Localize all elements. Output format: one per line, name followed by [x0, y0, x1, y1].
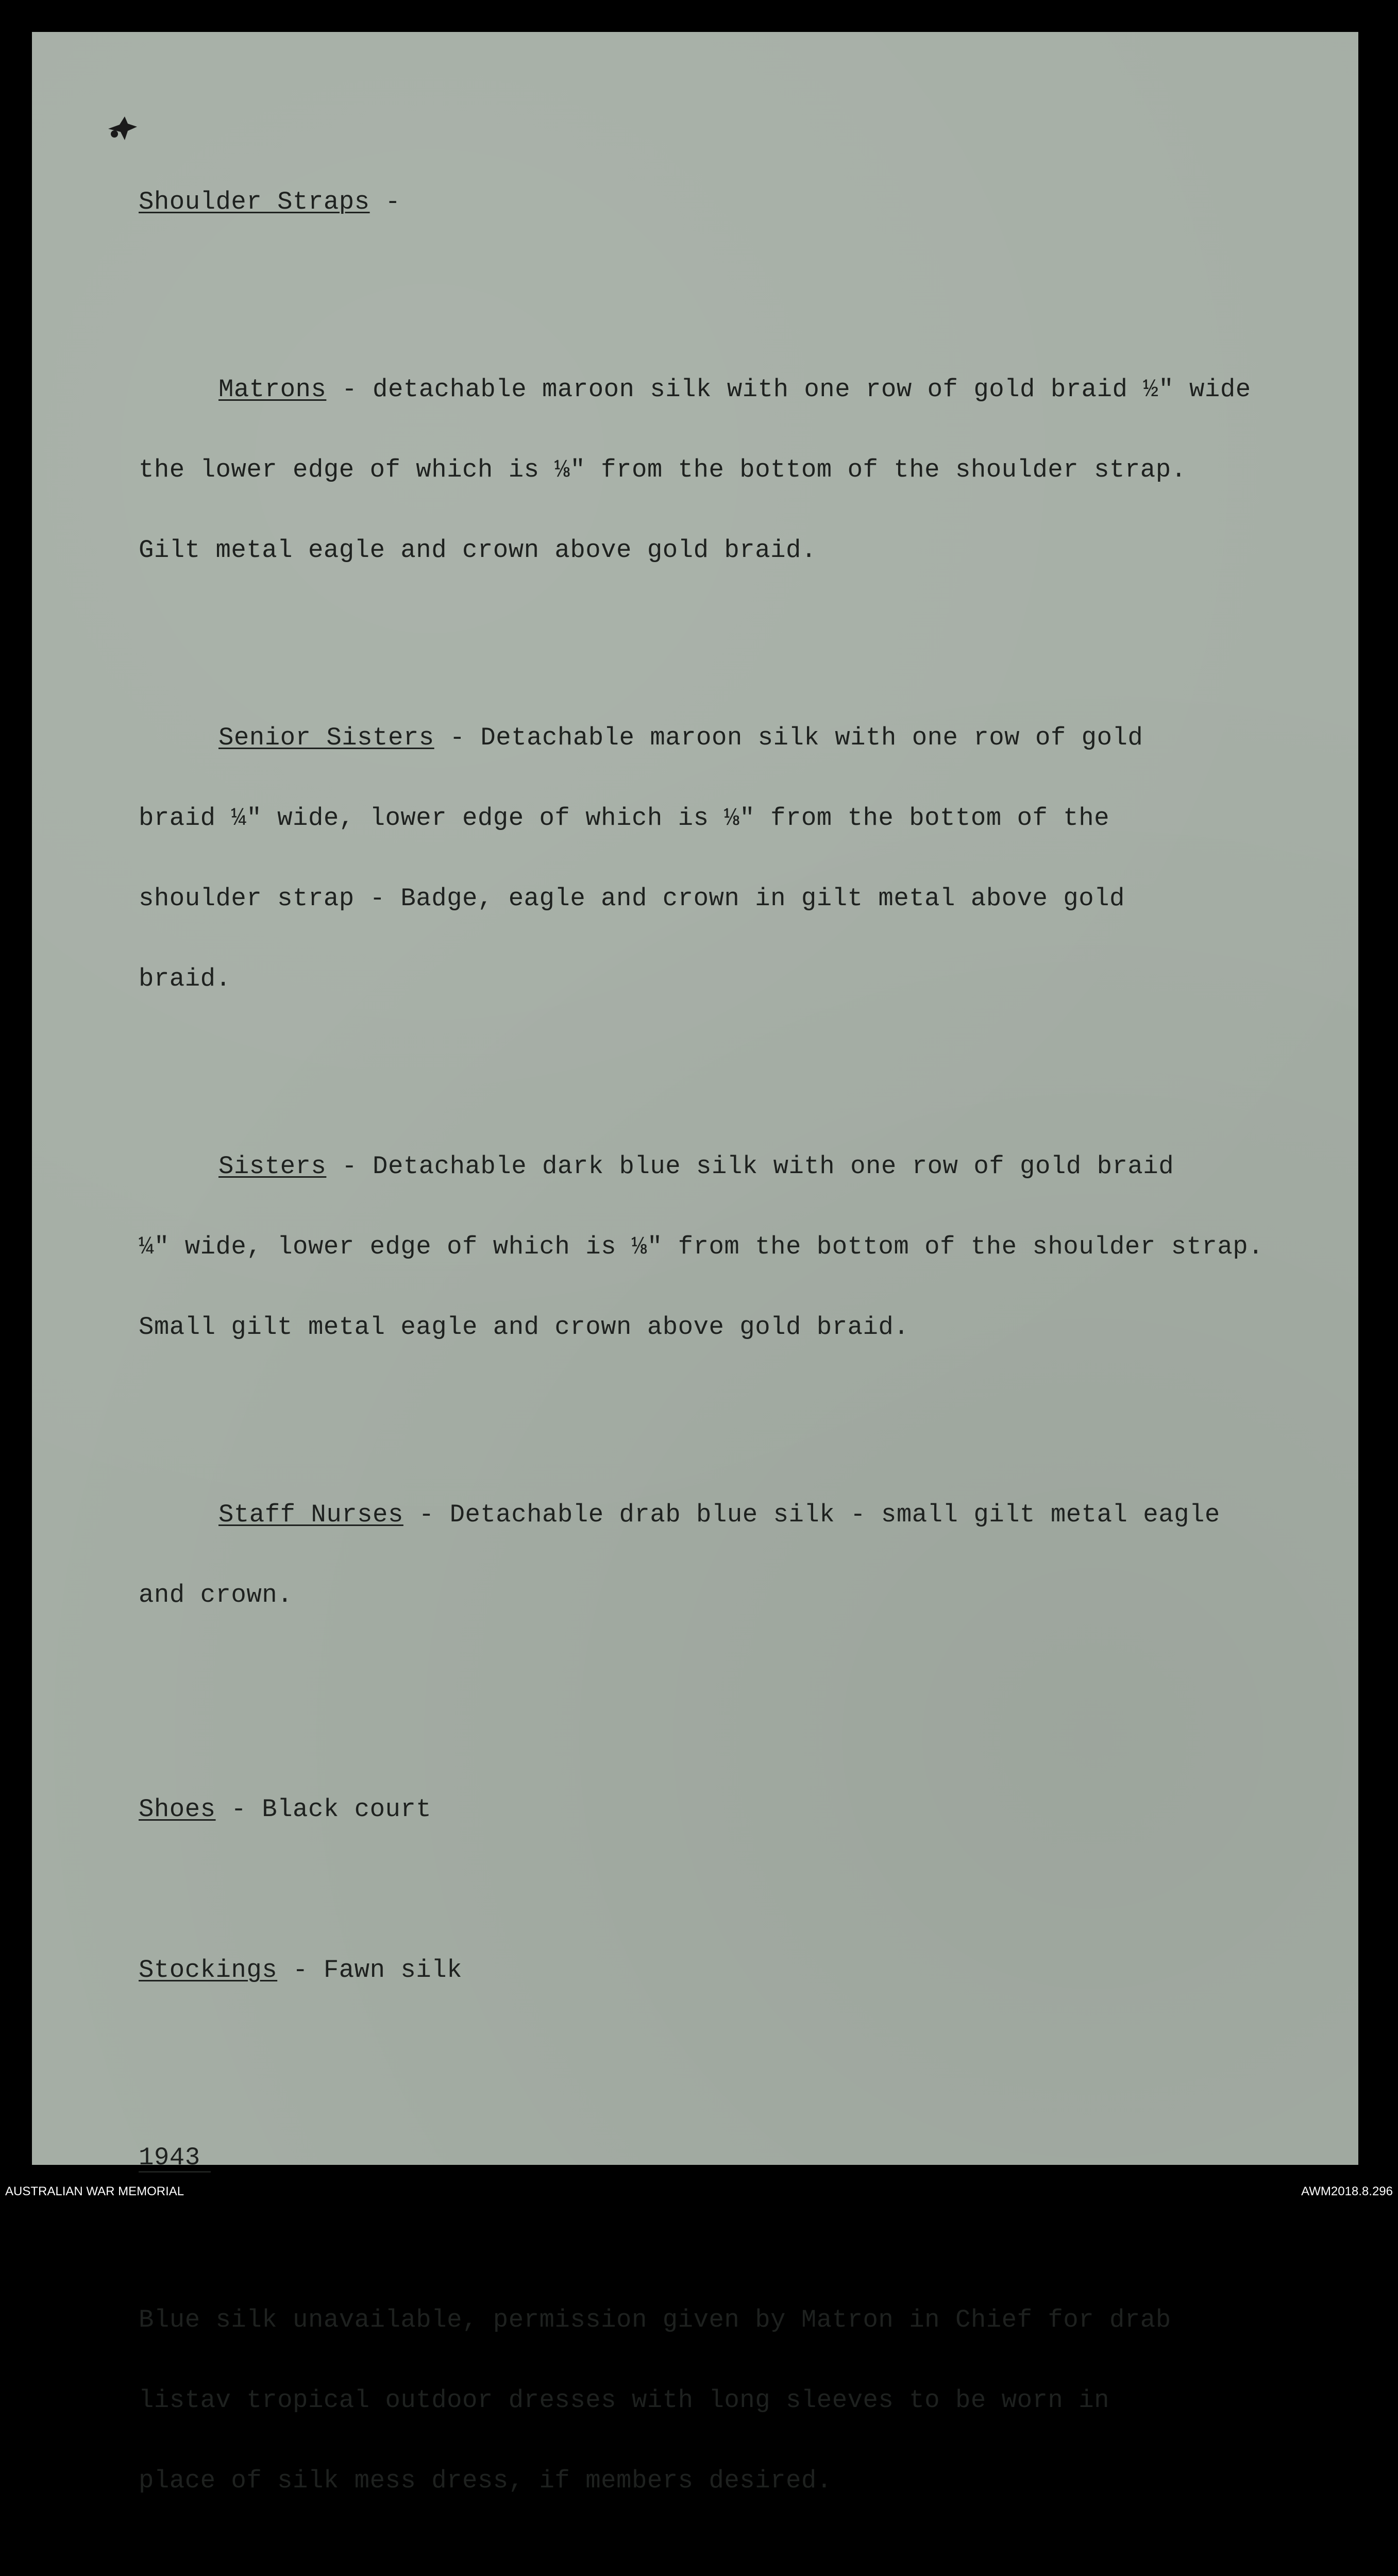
staff-nurses-label: Staff Nurses: [218, 1500, 403, 1529]
footer-institution: AUSTRALIAN WAR MEMORIAL: [5, 2184, 184, 2198]
shoes-label: Shoes: [139, 1795, 216, 1824]
staff-nurses-line-2: and crown.: [139, 1581, 293, 1609]
matrons-line-1: Matrons - detachable maroon silk with one row of gold braid ½" wide: [218, 375, 1251, 404]
matrons-label: Matrons: [218, 375, 327, 404]
senior-sisters-line-3: shoulder strap - Badge, eagle and crown in gilt metal above gold: [139, 884, 1125, 913]
shoulder-straps-heading-line: Shoulder Straps -: [139, 188, 401, 216]
sisters-label: Sisters: [218, 1152, 327, 1181]
sisters-line-2: ¼" wide, lower edge of which is ⅛" from the bottom of the shoulder strap.: [139, 1232, 1264, 1261]
shoes-line: Shoes - Black court: [139, 1795, 432, 1824]
year-1943: 1943: [139, 2144, 211, 2173]
footer-accession-number: AWM2018.8.296: [1301, 2184, 1393, 2198]
pin-mark-icon: [104, 113, 140, 144]
stockings-label: Stockings: [139, 1956, 278, 1985]
sisters-line-1: Sisters - Detachable dark blue silk with one row of gold braid: [218, 1152, 1174, 1181]
shoulder-straps-heading: Shoulder Straps: [139, 188, 370, 216]
senior-sisters-label: Senior Sisters: [218, 723, 434, 752]
matrons-line-3: Gilt metal eagle and crown above gold braid.: [139, 536, 817, 565]
year-1943-line: [139, 2144, 1355, 2173]
stockings-line: Stockings - Fawn silk: [139, 1956, 463, 1985]
note-1943-line-3: place of silk mess dress, if members desired.: [139, 2466, 832, 2495]
senior-sisters-line-4: braid.: [139, 964, 231, 993]
sisters-line-3: Small gilt metal eagle and crown above gold braid.: [139, 1313, 909, 1342]
document-body: [139, 135, 1355, 2576]
senior-sisters-line-1: Senior Sisters - Detachable maroon silk with one row of gold: [218, 723, 1143, 752]
note-1943-line-1: Blue silk unavailable, permission given by Matron in Chief for drab: [139, 2306, 1171, 2334]
senior-sisters-line-2: braid ¼" wide, lower edge of which is ⅛" from the bottom of the: [139, 804, 1110, 833]
note-1943-line-2: listav tropical outdoor dresses with long sleeves to be worn in: [139, 2386, 1110, 2415]
staff-nurses-line-1: Staff Nurses - Detachable drab blue silk - small gilt metal eagle: [218, 1500, 1220, 1529]
matrons-line-2: the lower edge of which is ⅛" from the bottom of the shoulder strap.: [139, 455, 1187, 484]
